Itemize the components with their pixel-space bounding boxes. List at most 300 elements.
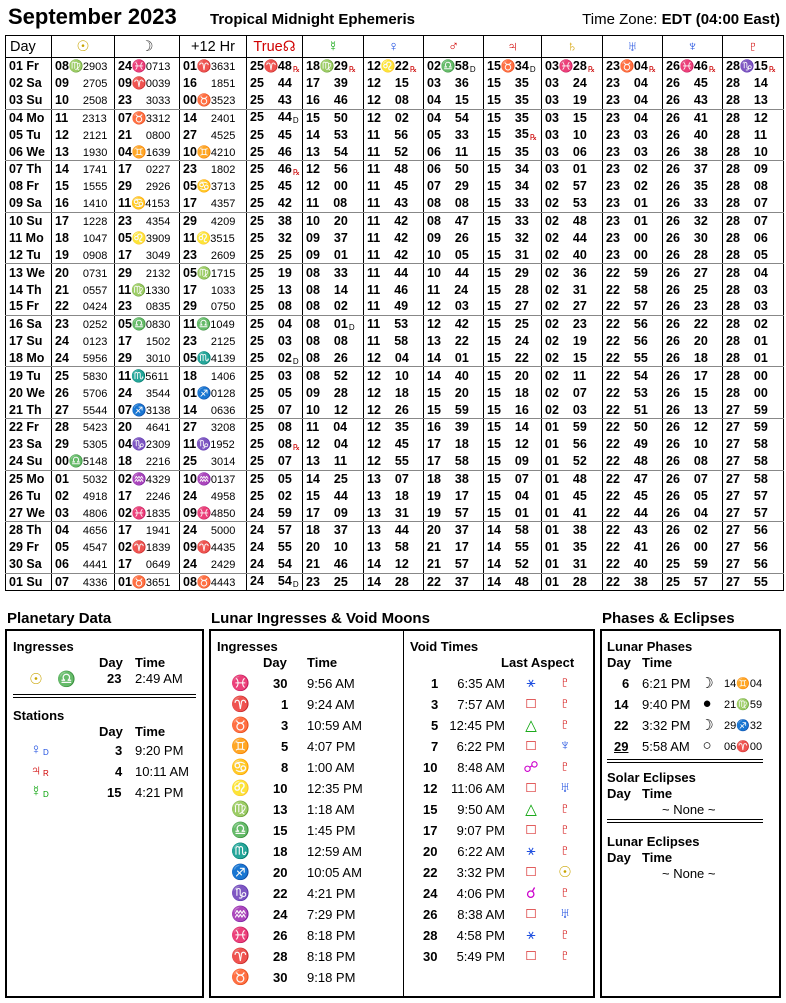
table-cell: 25 08 (247, 298, 303, 315)
table-cell: 02 57 (542, 178, 603, 195)
table-cell: 14 52 (484, 556, 542, 573)
table-cell: 02 11 (542, 367, 603, 384)
table-cell: 18 1047 (52, 229, 115, 246)
moon-ingress-time: 1:00 AM (307, 760, 355, 775)
table-cell: 28 Th (9, 523, 42, 538)
table-cell: 27 3208 (180, 418, 247, 435)
table-cell: 28 10 (723, 143, 784, 160)
table-cell: 06 50 (424, 161, 484, 178)
moon-ingress-time: 8:18 PM (307, 949, 356, 964)
moon-ingress-time: 12:59 AM (307, 844, 362, 859)
table-cell: 22 45 (603, 487, 663, 504)
table-cell: 04 15 (424, 92, 484, 109)
moon-ingress-day: 3 (281, 718, 289, 733)
void-time: 6:22 PM (456, 739, 505, 754)
table-row (6, 247, 784, 264)
phase-time-header: Time (642, 655, 673, 670)
table-cell: 09 26 (424, 229, 484, 246)
table-row (6, 384, 784, 401)
table-cell: 25 59 (663, 556, 723, 573)
table-cell: 01 41 (542, 504, 603, 521)
zodiac-sign-icon: ♓ (231, 927, 250, 944)
table-cell: 11♏5611 (115, 367, 180, 384)
void-day: 7 (431, 739, 439, 754)
table-row (6, 539, 784, 556)
lunar-ingress-title: Lunar Ingresses & Void Moons (211, 610, 430, 627)
table-cell: 17 18 (424, 436, 484, 453)
zodiac-sign-icon: ♎ (231, 822, 250, 839)
table-cell: 02 31 (542, 281, 603, 298)
table-cell: 12 03 (424, 298, 484, 315)
table-cell: 25 03 (247, 333, 303, 350)
moon-ingress-day: 5 (281, 739, 289, 754)
table-cell: 04 54 (424, 109, 484, 126)
phase-time: 5:58 AM (642, 739, 690, 754)
void-time: 5:49 PM (456, 949, 505, 964)
zodiac-sign-icon: ♈ (231, 696, 250, 713)
planet-icon: ♇ (559, 842, 571, 859)
table-cell: 02 03 (542, 401, 603, 418)
station-direction: R (43, 769, 49, 778)
table-cell: 02 Sa (9, 76, 42, 91)
page-title: September 2023 (8, 4, 177, 29)
table-cell: 15 22 (484, 350, 542, 367)
table-cell: 28 05 (723, 247, 784, 264)
divider (607, 819, 763, 823)
table-cell: 19 17 (424, 487, 484, 504)
table-cell: 25 42 (247, 195, 303, 212)
table-cell: 20 We (9, 385, 45, 400)
table-cell: 02 27 (542, 298, 603, 315)
table-cell: 11 58 (364, 333, 424, 350)
void-day: 30 (423, 949, 438, 964)
table-cell: 27 59 (723, 401, 784, 418)
table-cell: 24 4958 (180, 487, 247, 504)
table-cell: 20 37 (424, 522, 484, 539)
table-cell: 20 10 (303, 539, 364, 556)
table-cell: 10 20 (303, 212, 364, 229)
table-row (6, 264, 784, 281)
phase-day-header: Day (607, 655, 631, 670)
col-header: ♇ (723, 36, 784, 58)
table-cell: 15 25 (484, 315, 542, 332)
col-header: ♀ (364, 36, 424, 58)
table-cell: 09 2705 (52, 75, 115, 92)
table-cell: 26 04 (663, 504, 723, 521)
table-cell: 02 15 (542, 350, 603, 367)
table-cell: 02 48 (542, 212, 603, 229)
table-cell: 23 04 (603, 109, 663, 126)
void-time: 8:48 AM (457, 760, 505, 775)
moon-ingress-time: 1:45 PM (307, 823, 356, 838)
table-cell: 10 12 (303, 401, 364, 418)
table-cell: 15 35℞ (484, 126, 542, 143)
table-cell: 23 1802 (180, 161, 247, 178)
station-direction: D (43, 790, 49, 799)
table-cell: 03 19 (542, 92, 603, 109)
table-cell: 28 08 (723, 178, 784, 195)
table-cell: 22 47 (603, 470, 663, 487)
zodiac-sign-icon: ♒ (231, 906, 250, 923)
table-cell: 15 04 (484, 487, 542, 504)
table-cell: 15 34 (484, 161, 542, 178)
table-cell: 24 5000 (180, 522, 247, 539)
table-cell: 02 36 (542, 264, 603, 281)
table-cell: 12 04 (303, 436, 364, 453)
void-time: 3:32 PM (456, 865, 505, 880)
phase-position: 06♈00 (724, 741, 763, 753)
table-cell: 11 56 (364, 126, 424, 143)
table-cell: 14 48 (484, 573, 542, 590)
table-cell: 25 38 (247, 212, 303, 229)
table-cell: 20 0731 (52, 264, 115, 281)
moon-ingresses-label: Ingresses (217, 639, 278, 654)
table-cell: 14 2401 (180, 109, 247, 126)
table-header-row (6, 36, 784, 58)
table-cell: 09♈0039 (115, 75, 180, 92)
table-cell: 05♋3713 (180, 178, 247, 195)
table-cell: 26 20 (663, 333, 723, 350)
table-row (6, 58, 784, 75)
void-day: 15 (423, 802, 438, 817)
day-header-2: Day (99, 724, 123, 739)
jupiter-icon: ♃ (30, 762, 42, 779)
table-cell: 15 01 (484, 504, 542, 521)
table-row (6, 92, 784, 109)
table-cell: 27 58 (723, 436, 784, 453)
table-cell: 26 35 (663, 178, 723, 195)
table-cell: 27 59 (723, 418, 784, 435)
col-header: ♃ (484, 36, 542, 58)
table-cell: 24 2429 (180, 556, 247, 573)
table-cell: 22 40 (603, 556, 663, 573)
zodiac-sign-icon: ♊ (231, 738, 250, 755)
table-cell: 25 46℞ (247, 161, 303, 178)
table-cell: 07 4336 (52, 573, 115, 590)
table-row (6, 195, 784, 212)
last-aspect-label: Last Aspect (501, 655, 575, 670)
table-cell: 25 19 (247, 264, 303, 281)
table-cell: 08♍2903 (52, 58, 115, 75)
table-cell: 23 25 (303, 573, 364, 590)
table-cell: 08 47 (424, 212, 484, 229)
phase-position: 29♐32 (724, 720, 763, 732)
table-row (6, 298, 784, 315)
planet-icon: ♇ (559, 947, 571, 964)
table-cell: 27 55 (723, 573, 784, 590)
table-cell: 11 Mo (9, 230, 44, 245)
table-cell: 22 56 (603, 333, 663, 350)
table-cell: 17 1033 (180, 281, 247, 298)
tz-value: EDT (04:00 East) (661, 11, 780, 28)
col-header: ♂ (424, 36, 484, 58)
table-cell: 22 59 (603, 264, 663, 281)
table-cell: 17 0227 (115, 161, 180, 178)
table-cell: 25 05 (247, 384, 303, 401)
station-time: 4:21 PM (135, 785, 184, 800)
table-cell: 21 0557 (52, 281, 115, 298)
table-cell: 15 35 (484, 109, 542, 126)
table-cell: 22 44 (603, 504, 663, 521)
aspect-icon: □ (526, 947, 536, 964)
aspect-icon: △ (525, 801, 537, 818)
table-row (6, 333, 784, 350)
time-zone (582, 11, 780, 28)
table-cell: 23 04 (603, 92, 663, 109)
table-cell: 15 16 (484, 401, 542, 418)
tz-label: Time Zone: (582, 11, 658, 28)
table-cell: 24♓0713 (115, 58, 180, 75)
table-cell: 25 45 (247, 178, 303, 195)
table-cell: 15 18 (484, 384, 542, 401)
planet-icon: ♇ (559, 800, 571, 817)
table-cell: 19 0908 (52, 247, 115, 264)
table-cell: 00♉3523 (180, 92, 247, 109)
table-cell: 17 0649 (115, 556, 180, 573)
table-cell: 22 55 (603, 350, 663, 367)
moon-ingress-day: 18 (273, 844, 288, 859)
phase-time: 9:40 PM (642, 697, 691, 712)
moon-ingress-day: 24 (273, 907, 288, 922)
table-cell: 02 23 (542, 315, 603, 332)
table-cell: 22 50 (603, 418, 663, 435)
moon-ingress-time: 9:18 PM (307, 970, 356, 985)
col-header: ♅ (603, 36, 663, 58)
table-row (6, 315, 784, 332)
planet-icon: ♇ (559, 926, 571, 943)
void-time: 4:58 PM (456, 928, 505, 943)
table-cell: 22 0424 (52, 298, 115, 315)
moon-ingress-time: 10:05 AM (307, 865, 362, 880)
table-cell: 26 40 (663, 126, 723, 143)
void-time: 12:45 PM (449, 718, 505, 733)
table-cell: 11 53 (364, 315, 424, 332)
table-cell: 03 Su (6, 92, 52, 109)
planet-icon: ♅ (559, 779, 571, 796)
table-cell: 26 33 (663, 195, 723, 212)
table-cell: 24 54D (247, 573, 303, 590)
table-cell: 17 1941 (115, 522, 180, 539)
table-cell: 11 04 (303, 418, 364, 435)
moon-ingress-day: 30 (273, 676, 288, 691)
table-cell: 27 56 (723, 539, 784, 556)
table-cell: 12 42 (424, 315, 484, 332)
table-cell: 28 04 (723, 264, 784, 281)
lunar-ingress-box (209, 629, 595, 998)
table-cell: 29 2132 (115, 264, 180, 281)
table-cell: 24 54 (247, 556, 303, 573)
table-cell: 03 10 (542, 126, 603, 143)
table-cell: 17 Su (9, 334, 43, 349)
table-cell: 08 01D (303, 315, 364, 332)
table-cell: 26 45 (663, 75, 723, 92)
table-cell: 14 53 (303, 126, 364, 143)
table-cell: 25 44 (247, 75, 303, 92)
table-cell: 26 38 (663, 143, 723, 160)
table-cell: 23 00 (603, 229, 663, 246)
table-cell: 04♊1639 (115, 143, 180, 160)
table-cell: 23 01 (603, 212, 663, 229)
table-cell: 25 Mo (9, 471, 45, 486)
table-cell: 12 Tu (6, 247, 52, 264)
phase-day: 29 (614, 739, 629, 754)
table-cell: 15 34 (484, 178, 542, 195)
table-cell: 29 2926 (115, 178, 180, 195)
table-cell: 01 Fr (9, 59, 39, 74)
aspect-icon: ⚹ (526, 674, 536, 691)
table-cell: 12 15 (364, 75, 424, 92)
table-cell: 21 17 (424, 539, 484, 556)
table-cell: 10♊4210 (180, 143, 247, 160)
table-cell: 14 58 (484, 522, 542, 539)
table-cell: 15 33 (484, 195, 542, 212)
table-cell: 26 43 (663, 92, 723, 109)
table-cell: 25 03 (247, 367, 303, 384)
table-cell: 22 54 (603, 367, 663, 384)
phase-time: 3:32 PM (642, 718, 691, 733)
moon-ingress-day: 13 (273, 802, 288, 817)
table-cell: 12 08 (364, 92, 424, 109)
table-cell: 04 4656 (52, 522, 115, 539)
table-cell: 28 07 (723, 195, 784, 212)
table-cell: 07♉3312 (115, 109, 180, 126)
table-cell: 26 27 (663, 264, 723, 281)
table-cell: 26 00 (663, 539, 723, 556)
table-cell: 24 Su (6, 453, 52, 470)
table-cell: 02 07 (542, 384, 603, 401)
table-cell: 22 58 (603, 281, 663, 298)
table-cell: 26 23 (663, 298, 723, 315)
table-cell: 23 3033 (115, 92, 180, 109)
table-cell: 08 08 (303, 333, 364, 350)
table-cell: 28 14 (723, 75, 784, 92)
table-cell: 23 0835 (115, 298, 180, 315)
col-header: +12 Hr (180, 36, 247, 58)
moon-ingress-time: 12:35 PM (307, 781, 363, 796)
libra-icon: ♎ (57, 671, 76, 688)
planet-icon: ♆ (559, 737, 571, 754)
moon-ingress-time: 8:18 PM (307, 928, 356, 943)
column-divider (403, 631, 404, 996)
table-cell: 15 35 (484, 143, 542, 160)
table-row (6, 126, 784, 143)
void-day: 1 (431, 676, 439, 691)
table-cell: 09 Sa (6, 195, 52, 212)
void-time: 9:50 AM (457, 802, 505, 817)
lunar-phases-label: Lunar Phases (607, 639, 693, 654)
table-cell: 26 5706 (52, 384, 115, 401)
table-cell: 10 Su (9, 214, 43, 229)
table-cell: 29 5305 (52, 436, 115, 453)
table-cell: 11♍1330 (115, 281, 180, 298)
table-cell: 22 38 (603, 573, 663, 590)
planetary-data-box (5, 629, 204, 998)
table-cell: 26 18 (663, 350, 723, 367)
table-cell: 23 2609 (180, 247, 247, 264)
table-cell: 25 07 (247, 401, 303, 418)
table-cell: 01 59 (542, 418, 603, 435)
table-cell: 11 48 (364, 161, 424, 178)
aspect-icon: □ (526, 779, 536, 796)
table-cell: 27 57 (723, 504, 784, 521)
table-cell: 15 35 (484, 92, 542, 109)
table-cell: 13 1930 (52, 143, 115, 160)
aspect-icon: ☍ (523, 759, 539, 776)
table-cell: 25 02D (247, 350, 303, 367)
lunar-ecl-time-header: Time (642, 850, 673, 865)
table-cell: 24 59 (247, 504, 303, 521)
zodiac-sign-icon: ♍ (231, 801, 250, 818)
table-cell: 26 05 (663, 487, 723, 504)
time-header: Time (135, 655, 166, 670)
table-cell: 08 52 (303, 367, 364, 384)
table-cell: 05♏4139 (180, 350, 247, 367)
table-cell: 26 17 (663, 367, 723, 384)
table-cell: 13 We (9, 265, 45, 280)
zodiac-sign-icon: ♓ (231, 675, 250, 692)
table-cell: 27 5544 (52, 401, 115, 418)
table-cell: 14 1741 (52, 161, 115, 178)
solar-time-header: Time (642, 786, 673, 801)
table-cell: 25 08℞ (247, 436, 303, 453)
table-cell: 15 35 (484, 75, 542, 92)
table-cell: 15 44 (303, 487, 364, 504)
col-header: ☿ (303, 36, 364, 58)
table-cell: 28 00 (723, 384, 784, 401)
table-cell: 22 49 (603, 436, 663, 453)
table-cell: 26 41 (663, 109, 723, 126)
phase-position: 21♍59 (724, 699, 763, 711)
table-cell: 14 28 (364, 573, 424, 590)
table-cell: 01 5032 (52, 470, 115, 487)
table-cell: 12 2121 (52, 126, 115, 143)
table-cell: 25 43 (247, 92, 303, 109)
table-cell: 25 08 (247, 418, 303, 435)
table-cell: 17 58 (424, 453, 484, 470)
table-cell: 01 45 (542, 487, 603, 504)
table-cell: 22 57 (603, 298, 663, 315)
zodiac-sign-icon: ♋ (231, 759, 250, 776)
table-row (6, 573, 784, 590)
table-cell: 12 04 (364, 350, 424, 367)
table-cell: 08 14 (303, 281, 364, 298)
ingresses-label: Ingresses (13, 639, 74, 654)
table-cell: 23 02 (603, 178, 663, 195)
table-row (6, 109, 784, 126)
table-cell: 02 53 (542, 195, 603, 212)
table-cell: 13 22 (424, 333, 484, 350)
table-cell: 06 We (6, 143, 52, 160)
table-cell: 23 00 (603, 247, 663, 264)
void-day: 20 (423, 844, 438, 859)
table-cell: 02♎58D (424, 58, 484, 75)
table-cell: 05♍1715 (180, 264, 247, 281)
void-day: 28 (423, 928, 438, 943)
table-cell: 16 1410 (52, 195, 115, 212)
table-cell: 23 03 (603, 126, 663, 143)
moon-ingress-day: 28 (273, 949, 288, 964)
table-row (6, 504, 784, 521)
table-cell: 13 07 (364, 470, 424, 487)
table-cell: 28 06 (723, 229, 784, 246)
table-cell: 08 26 (303, 350, 364, 367)
table-cell: 25 3014 (180, 453, 247, 470)
aspect-icon: ⚹ (526, 926, 536, 943)
table-cell: 02 4918 (52, 487, 115, 504)
table-cell: 13 54 (303, 143, 364, 160)
planet-icon: ♇ (559, 674, 571, 691)
table-row (6, 212, 784, 229)
